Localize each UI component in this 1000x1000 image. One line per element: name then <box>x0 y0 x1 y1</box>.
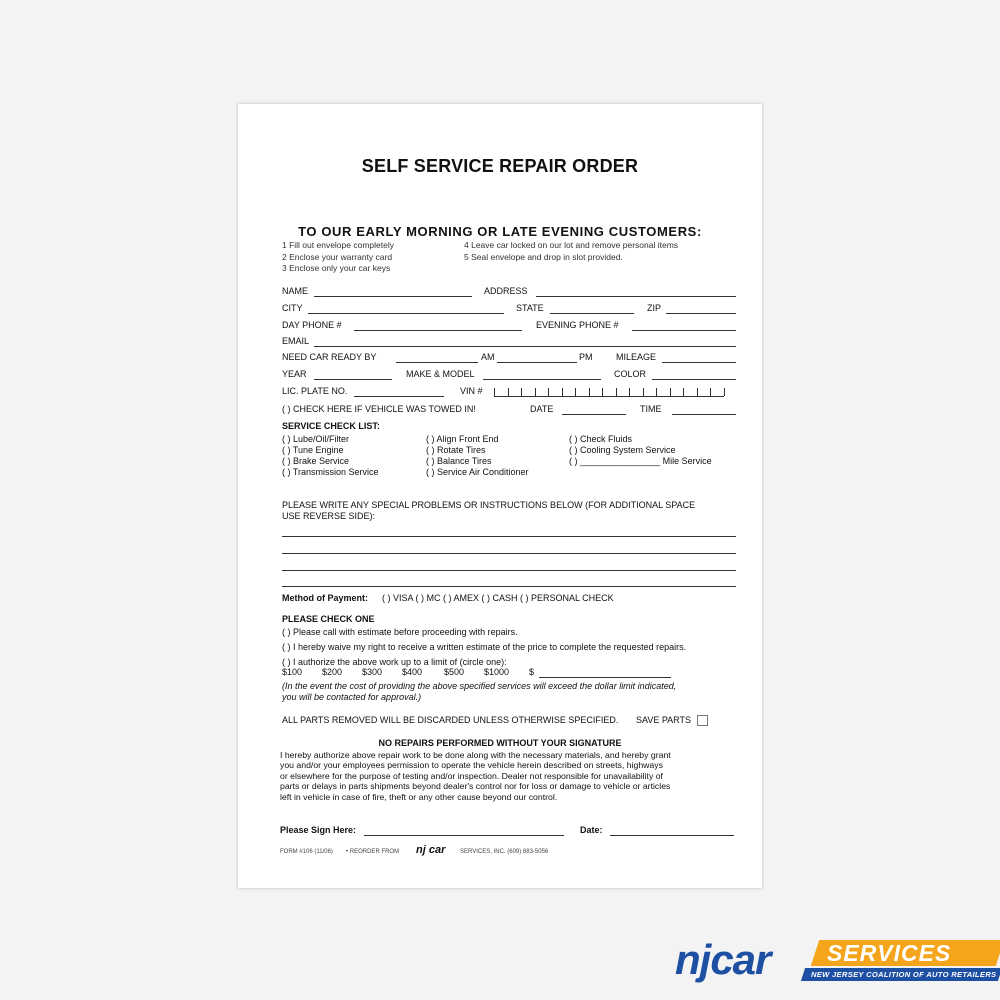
evening-phone-field[interactable] <box>632 330 736 331</box>
vin-field[interactable] <box>494 386 724 397</box>
check-option-call[interactable]: ( ) Please call with estimate before proceeding with repairs. <box>282 627 518 637</box>
make-model-field[interactable] <box>483 379 601 380</box>
year-label: YEAR <box>282 369 307 379</box>
svc-mile-service[interactable]: ( ) ________________ Mile Service <box>569 456 712 466</box>
step-1: 1 Fill out envelope completely <box>282 240 394 250</box>
mileage-field[interactable] <box>662 362 736 363</box>
svc-fluids[interactable]: ( ) Check Fluids <box>569 434 633 444</box>
authorization-line: parts or delays in parts shipments beyond dealer's control nor for loss or damage to vehicle or articles <box>280 781 671 792</box>
ready-by-pm-field[interactable] <box>497 362 577 363</box>
zip-label: ZIP <box>647 303 662 313</box>
vin-char-divider <box>602 388 603 396</box>
date-label: DATE <box>530 404 554 414</box>
towed-checkbox[interactable]: ( ) CHECK HERE IF VEHICLE WAS TOWED IN! <box>282 404 476 414</box>
authorization-paragraph <box>280 750 671 802</box>
svc-tune[interactable]: ( ) Tune Engine <box>282 445 344 455</box>
logo-njcar-text: njcar <box>675 936 771 983</box>
approval-note-2: you will be contacted for approval.) <box>282 692 422 702</box>
limit-custom-field[interactable] <box>539 677 671 678</box>
svc-balance[interactable]: ( ) Balance Tires <box>426 456 492 466</box>
repair-order-form <box>238 104 762 888</box>
footer-brand: nj car <box>416 844 446 856</box>
vin-char-divider <box>575 388 576 396</box>
step-3: 3 Enclose only your car keys <box>282 263 391 273</box>
limit-400[interactable]: $400 <box>402 667 423 677</box>
logo-services-text: SERVICES <box>827 940 952 966</box>
email-field[interactable] <box>314 346 736 347</box>
limit-1000[interactable]: $1000 <box>484 667 510 677</box>
instructions-line[interactable] <box>282 553 736 554</box>
svc-air[interactable]: ( ) Service Air Conditioner <box>426 467 529 477</box>
vin-char-divider <box>521 388 522 396</box>
year-field[interactable] <box>314 379 392 380</box>
limit-100[interactable]: $100 <box>282 667 303 677</box>
sign-date-field[interactable] <box>610 835 734 836</box>
lic-plate-field[interactable] <box>354 396 444 397</box>
vin-char-divider <box>589 388 590 396</box>
save-parts-label: SAVE PARTS <box>636 715 692 725</box>
name-field[interactable] <box>314 296 472 297</box>
svc-align[interactable]: ( ) Align Front End <box>426 434 499 444</box>
approval-note-1: (In the event the cost of providing the above specified services will exceed the dollar limit indicated, <box>282 681 677 691</box>
svc-transmission[interactable]: ( ) Transmission Service <box>282 467 379 477</box>
svc-lube[interactable]: ( ) Lube/Oil/Filter <box>282 434 350 444</box>
date-field[interactable] <box>562 414 626 415</box>
step-5: 5 Seal envelope and drop in slot provided. <box>464 252 623 262</box>
authorization-line: you and/or your employees permission to operate the vehicle herein described on streets, highways <box>280 760 663 771</box>
name-label: NAME <box>282 286 309 296</box>
form-subtitle: TO OUR EARLY MORNING OR LATE EVENING CUSTOMERS: <box>298 224 702 239</box>
instructions-line[interactable] <box>282 536 736 537</box>
check-one-heading: PLEASE CHECK ONE <box>282 614 375 624</box>
payment-options[interactable]: ( ) VISA ( ) MC ( ) AMEX ( ) CASH ( ) PERSONAL CHECK <box>382 593 614 603</box>
vin-char-divider <box>710 388 711 396</box>
ready-by-label: NEED CAR READY BY <box>282 352 377 362</box>
state-label: STATE <box>516 303 544 313</box>
address-field[interactable] <box>536 296 736 297</box>
day-phone-label: DAY PHONE # <box>282 320 342 330</box>
email-label: EMAIL <box>282 336 310 346</box>
vin-char-divider <box>683 388 684 396</box>
evening-phone-label: EVENING PHONE # <box>536 320 619 330</box>
color-field[interactable] <box>652 379 736 380</box>
reorder-text: • REORDER FROM <box>346 849 400 855</box>
instructions-line[interactable] <box>282 586 736 587</box>
form-title: SELF SERVICE REPAIR ORDER <box>361 156 639 176</box>
step-4: 4 Leave car locked on our lot and remove personal items <box>464 240 679 250</box>
lic-plate-label: LIC. PLATE NO. <box>282 386 348 396</box>
limit-custom[interactable]: $ <box>529 667 535 677</box>
limit-500[interactable]: $500 <box>444 667 465 677</box>
form-number: FORM #106 (11/06) <box>280 849 333 855</box>
vin-char-divider <box>616 388 617 396</box>
vin-char-divider <box>643 388 644 396</box>
sign-label: Please Sign Here: <box>280 825 357 835</box>
state-field[interactable] <box>550 313 634 314</box>
address-label: ADDRESS <box>484 286 528 296</box>
city-field[interactable] <box>308 313 504 314</box>
svc-rotate[interactable]: ( ) Rotate Tires <box>426 445 486 455</box>
vin-char-divider <box>724 388 725 396</box>
vin-char-divider <box>697 388 698 396</box>
logo-tagline-banner <box>801 968 1000 981</box>
limit-300[interactable]: $300 <box>362 667 383 677</box>
parts-discard-text: ALL PARTS REMOVED WILL BE DISCARDED UNLESS OTHERWISE SPECIFIED. <box>282 715 619 725</box>
time-field[interactable] <box>672 414 736 415</box>
vin-char-divider <box>656 388 657 396</box>
footer-company: SERVICES, INC. (609) 883-5056 <box>460 849 549 855</box>
vin-char-divider <box>629 388 630 396</box>
special-line-2: USE REVERSE SIDE): <box>282 511 376 521</box>
vin-char-divider <box>508 388 509 396</box>
vin-char-divider <box>535 388 536 396</box>
svc-cooling[interactable]: ( ) Cooling System Service <box>569 445 676 455</box>
authorization-line: or elsewhere for the purpose of testing and/or inspection. Dealer not responsible for unavailability of <box>280 770 663 781</box>
authorization-line: left in vehicle in case of fire, theft or any other cause beyond our control. <box>280 791 558 802</box>
payment-label: Method of Payment: <box>282 593 369 603</box>
zip-field[interactable] <box>666 313 736 314</box>
limit-200[interactable]: $200 <box>322 667 343 677</box>
ready-by-am-field[interactable] <box>396 362 478 363</box>
check-option-waive[interactable]: ( ) I hereby waive my right to receive a written estimate of the price to complete the requested repairs. <box>282 642 687 652</box>
color-label: COLOR <box>614 369 647 379</box>
signature-heading: NO REPAIRS PERFORMED WITHOUT YOUR SIGNATURE <box>378 738 622 748</box>
njcar-services-logo <box>675 936 1000 984</box>
vin-char-divider <box>562 388 563 396</box>
make-model-label: MAKE & MODEL <box>406 369 475 379</box>
am-label: AM <box>481 352 495 362</box>
special-line-1: PLEASE WRITE ANY SPECIAL PROBLEMS OR INSTRUCTIONS BELOW (FOR ADDITIONAL SPACE <box>282 500 696 510</box>
city-label: CITY <box>282 303 303 313</box>
service-checklist-heading: SERVICE CHECK LIST: <box>282 421 380 431</box>
time-label: TIME <box>640 404 662 414</box>
save-parts-checkbox[interactable] <box>697 715 708 726</box>
vin-char-divider <box>670 388 671 396</box>
check-option-authorize[interactable]: ( ) I authorize the above work up to a limit of (circle one): <box>282 657 507 667</box>
vin-char-divider <box>548 388 549 396</box>
logo-services-banner <box>811 940 1000 966</box>
mileage-label: MILEAGE <box>616 352 657 362</box>
logo-tagline-text: NEW JERSEY COALITION OF AUTO RETAILERS <box>811 970 997 979</box>
instructions-line[interactable] <box>282 570 736 571</box>
pm-label: PM <box>579 352 593 362</box>
vin-label: VIN # <box>460 386 483 396</box>
signature-field[interactable] <box>364 835 564 836</box>
authorization-line: I hereby authorize above repair work to be done along with the necessary materials, and hereby grant <box>280 750 671 760</box>
vin-char-divider <box>494 388 495 396</box>
day-phone-field[interactable] <box>354 330 522 331</box>
sign-date-label: Date: <box>580 825 603 835</box>
svc-brake[interactable]: ( ) Brake Service <box>282 456 350 466</box>
step-2: 2 Enclose your warranty card <box>282 252 393 262</box>
